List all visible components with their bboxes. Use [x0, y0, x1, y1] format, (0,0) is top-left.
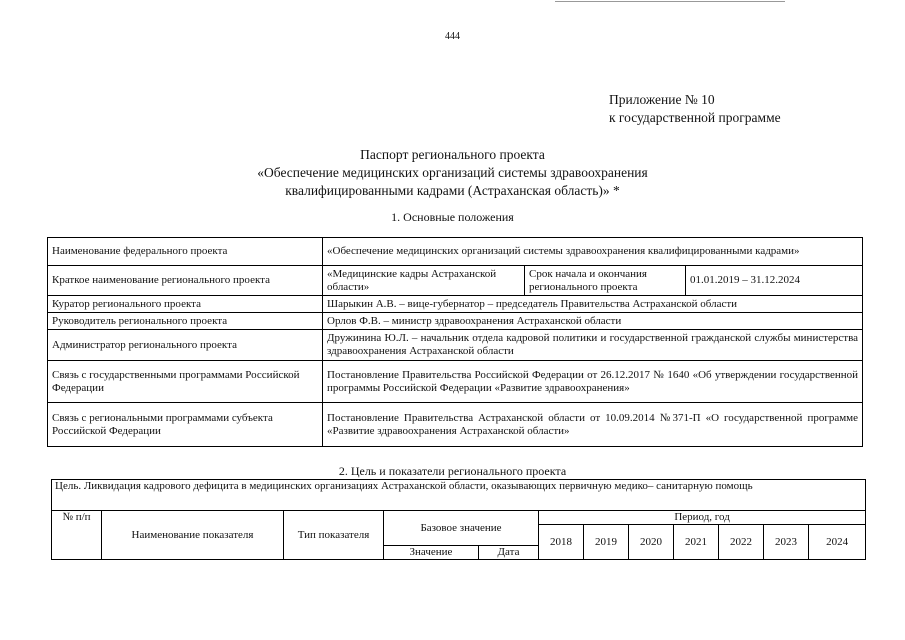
top-rule — [555, 1, 785, 2]
regional-programs-value: Постановление Правительства Астраханской области от 10.09.2014 №371-П «О государственной программе «Развитие здравоохранения Астраханской области» — [323, 403, 863, 447]
federal-project-value: «Обеспечение медицинских организаций системы здравоохранения квалифицированными кадрами» — [323, 238, 863, 266]
title-line-2: «Обеспечение медицинских организаций системы здравоохранения — [257, 165, 648, 180]
federal-project-label: Наименование федерального проекта — [48, 238, 323, 266]
admin-label: Администратор регионального проекта — [48, 330, 323, 361]
document-title — [120, 146, 785, 200]
table-row — [48, 330, 863, 361]
header-indicator: Наименование показателя — [102, 511, 284, 560]
head-label: Руководитель регионального проекта — [48, 313, 323, 330]
header-type: Тип показателя — [284, 511, 384, 560]
regional-programs-label: Связь с региональными программами субъекта Российской Федерации — [48, 403, 323, 447]
appendix-line-2: к государственной программе — [609, 110, 781, 125]
table-row — [48, 238, 863, 266]
section-2-heading: 2. Цель и показатели регионального проекта — [338, 464, 567, 478]
table-row — [48, 313, 863, 330]
table-row — [48, 296, 863, 313]
page-number: 444 — [445, 31, 460, 42]
main-provisions-table — [47, 237, 863, 447]
year-cell: 2022 — [719, 525, 764, 560]
appendix-note — [609, 91, 781, 127]
header-base-value: Значение — [384, 546, 479, 560]
table-row — [48, 361, 863, 403]
appendix-line-1: Приложение № 10 — [609, 92, 715, 107]
year-cell: 2020 — [629, 525, 674, 560]
section-1-heading: 1. Основные положения — [391, 210, 514, 224]
state-programs-label: Связь с государственными программами Российской Федерации — [48, 361, 323, 403]
indicators-table — [51, 479, 866, 560]
period-value: 01.01.2019 – 31.12.2024 — [686, 266, 863, 296]
year-cell: 2019 — [584, 525, 629, 560]
year-cell: 2018 — [539, 525, 584, 560]
title-line-3: квалифицированными кадрами (Астраханская область)» * — [285, 183, 620, 198]
table-row — [52, 480, 866, 511]
title-line-1: Паспорт регионального проекта — [360, 147, 545, 162]
header-num: № п/п — [52, 511, 102, 560]
table-row — [52, 511, 866, 525]
goal-text: Цель. Ликвидация кадрового дефицита в медицинских организациях Астраханской области, оказывающих первичную медико– санитарную помощь — [52, 480, 866, 511]
header-period: Период, год — [539, 511, 866, 525]
short-name-label: Краткое наименование регионального проекта — [48, 266, 323, 296]
table-row — [48, 403, 863, 447]
state-programs-value: Постановление Правительства Российской Федерации от 26.12.2017 № 1640 «Об утверждении государственной программы Российской Федерации «Развитие здравоохранения» — [323, 361, 863, 403]
year-cell: 2021 — [674, 525, 719, 560]
curator-label: Куратор регионального проекта — [48, 296, 323, 313]
header-base-date: Дата — [479, 546, 539, 560]
curator-value: Шарыкин А.В. – вице-губернатор – председатель Правительства Астраханской области — [323, 296, 863, 313]
year-cell: 2024 — [809, 525, 866, 560]
table-row — [48, 266, 863, 296]
short-name-value: «Медицинские кадры Астраханской области» — [323, 266, 525, 296]
period-label: Срок начала и окончания регионального проекта — [525, 266, 686, 296]
year-cell: 2023 — [764, 525, 809, 560]
head-value: Орлов Ф.В. – министр здравоохранения Астраханской области — [323, 313, 863, 330]
admin-value: Дружинина Ю.Л. – начальник отдела кадровой политики и государственной гражданской службы министерства здравоохранения Астраханской области — [323, 330, 863, 361]
header-base: Базовое значение — [384, 511, 539, 546]
